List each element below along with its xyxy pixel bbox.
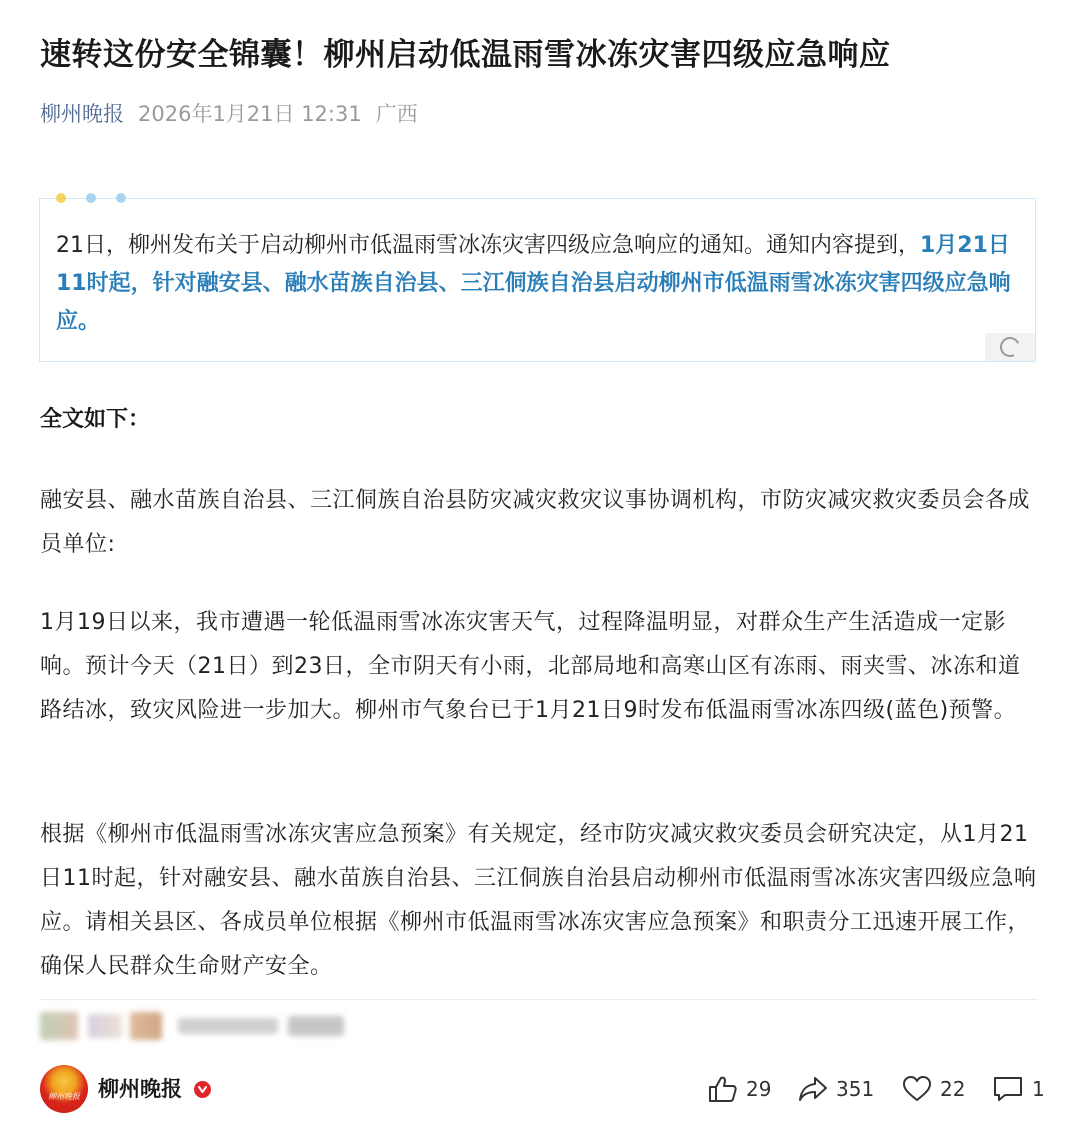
blurred-reader-avatars [40, 1010, 350, 1040]
decoration-dot-icon [86, 193, 96, 203]
share-arrow-icon [798, 1075, 828, 1103]
comment-button[interactable] [992, 1072, 1045, 1106]
like-button[interactable] [708, 1072, 771, 1106]
publish-location: 广西 [375, 102, 418, 126]
fulltext-heading: 全文如下： [40, 407, 151, 432]
avatar-logo-text: 柳州晚报 [48, 1092, 80, 1101]
comment-count: 1 [1032, 1077, 1045, 1101]
summary-highlight: 1月21日11时起，针对融安县、融水苗族自治县、三江侗族自治县启动柳州市低温雨雪冰冻灾害四级应急响应。 [56, 233, 1011, 334]
divider [40, 999, 1038, 1000]
summary-box [39, 198, 1036, 362]
decoration-dot-icon [116, 193, 126, 203]
body-paragraph: 根据《柳州市低温雨雪冰冻灾害应急预案》有关规定，经市防灾减灾救灾委员会研究决定，从1月21日11时起，针对融安县、融水苗族自治县、三江侗族自治县启动柳州市低温雨雪冰冻灾害四级应急响应。请相关县区、各成员单位根据《柳州市低温雨雪冰冻灾害应急预案》和职责分工迅速开展工作，确保人民群众生命财产安全。 [40, 822, 1037, 979]
footer-bar [0, 1062, 1080, 1116]
account-avatar[interactable] [40, 1065, 88, 1113]
verified-badge-icon [194, 1081, 211, 1098]
summary-text [56, 227, 1022, 341]
share-count: 351 [836, 1077, 875, 1101]
share-button[interactable] [798, 1072, 874, 1106]
summary-decoration [56, 193, 126, 203]
account-name[interactable]: 柳州晚报 [98, 1077, 182, 1101]
loading-spinner-icon [985, 333, 1035, 361]
like-count: 29 [746, 1077, 772, 1101]
article-meta [40, 98, 418, 130]
article-source[interactable]: 柳州晚报 [40, 102, 124, 126]
heart-icon [902, 1075, 932, 1103]
favorite-count: 22 [940, 1077, 966, 1101]
article-title: 速转这份安全锦囊！柳州启动低温雨雪冰冻灾害四级应急响应 [40, 37, 891, 73]
publish-datetime: 2026年1月21日 12:31 [138, 102, 362, 126]
body-paragraph: 融安县、融水苗族自治县、三江侗族自治县防灾减灾救灾议事协调机构，市防灾减灾救灾委员会各成员单位: [40, 488, 1031, 557]
body-paragraph: 1月19日以来，我市遭遇一轮低温雨雪冰冻灾害天气，过程降温明显，对群众生产生活造成一定影响。预计今天（21日）到23日，全市阴天有小雨，北部局地和高寒山区有冻雨、雨夹雪、冰冻和道路结冰，致灾风险进一步加大。柳州市气象台已于1月21日9时发布低温雨雪冰冻四级(蓝色)预警。 [40, 610, 1021, 723]
thumbs-up-icon [708, 1075, 738, 1103]
decoration-dot-icon [56, 193, 66, 203]
favorite-button[interactable] [902, 1072, 965, 1106]
summary-plain: 21日，柳州发布关于启动柳州市低温雨雪冰冻灾害四级应急响应的通知。通知内容提到， [56, 233, 920, 258]
comment-bubble-icon [992, 1075, 1024, 1103]
